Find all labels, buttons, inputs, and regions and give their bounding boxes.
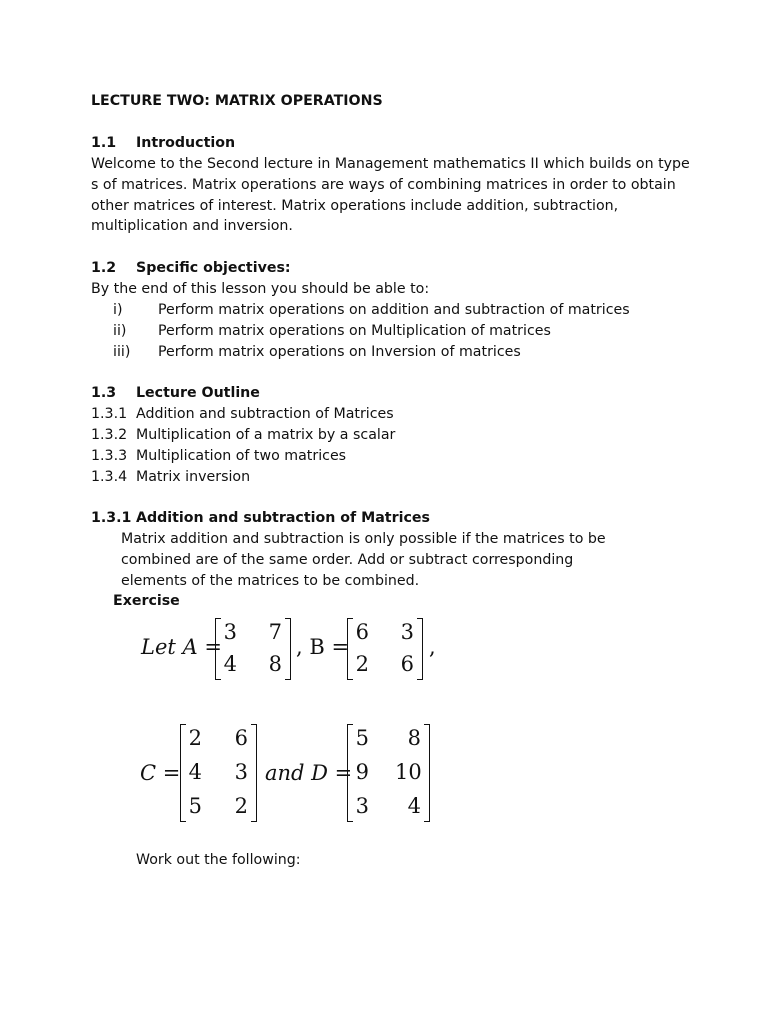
matrix-cell: 4 bbox=[407, 794, 421, 818]
section-1-3-number: 1.3 bbox=[91, 385, 117, 401]
objective-item: Perform matrix operations on Multiplication of matrices bbox=[158, 323, 551, 339]
matrix-cell: 4 bbox=[223, 652, 237, 676]
section-1-2-number: 1.2 bbox=[91, 260, 117, 276]
section-1-2-heading: Specific objectives: bbox=[136, 260, 291, 276]
matrix-cell: 5 bbox=[355, 726, 369, 750]
matrix-cell: 9 bbox=[355, 760, 369, 784]
outline-item: Addition and subtraction of Matrices bbox=[136, 406, 394, 422]
objective-item: Perform matrix operations on addition and subtraction of matrices bbox=[158, 302, 630, 318]
matrix-cell: 8 bbox=[268, 652, 282, 676]
matrix-cell: 2 bbox=[234, 794, 248, 818]
objective-number: ii) bbox=[113, 323, 127, 339]
objectives-intro: By the end of this lesson you should be able to: bbox=[91, 281, 430, 297]
matrix-cell: 6 bbox=[355, 620, 369, 644]
work-out-prompt: Work out the following: bbox=[136, 852, 301, 868]
section-1-1-heading: Introduction bbox=[136, 135, 236, 151]
matrix-cell: 3 bbox=[223, 620, 237, 644]
matrix-cell: 4 bbox=[188, 760, 202, 784]
matrix-d bbox=[347, 724, 430, 822]
addition-text-line: elements of the matrices to be combined. bbox=[121, 573, 420, 589]
lecture-title: LECTURE TWO: MATRIX OPERATIONS bbox=[91, 93, 383, 109]
outline-number: 1.3.2 bbox=[91, 427, 128, 443]
let-a-label: Let A = bbox=[141, 635, 222, 659]
addition-text-line: Matrix addition and subtraction is only possible if the matrices to be bbox=[121, 531, 606, 547]
matrix-cell: 3 bbox=[355, 794, 369, 818]
objective-item: Perform matrix operations on Inversion of matrices bbox=[158, 344, 521, 360]
outline-item: Matrix inversion bbox=[136, 469, 251, 485]
and-d-label: and D = bbox=[265, 761, 353, 785]
matrix-cell: 6 bbox=[400, 652, 414, 676]
outline-number: 1.3.3 bbox=[91, 448, 128, 464]
matrix-cell: 3 bbox=[400, 620, 414, 644]
matrix-c bbox=[180, 724, 257, 822]
outline-number: 1.3.1 bbox=[91, 406, 128, 422]
exercise-label: Exercise bbox=[113, 593, 180, 609]
matrix-cell: 7 bbox=[268, 620, 282, 644]
outline-number: 1.3.4 bbox=[91, 469, 128, 485]
outline-item: Multiplication of a matrix by a scalar bbox=[136, 427, 396, 443]
matrix-cell: 3 bbox=[234, 760, 248, 784]
objective-number: iii) bbox=[113, 344, 131, 360]
matrix-cell: 8 bbox=[407, 726, 421, 750]
matrix-cell: 2 bbox=[188, 726, 202, 750]
c-label: C = bbox=[140, 761, 181, 785]
outline-item: Multiplication of two matrices bbox=[136, 448, 347, 464]
introduction-paragraph: Welcome to the Second lecture in Management mathematics II which builds on type s of matrices. Matrix operations are ways of combining matrices in order to obtain other matrices of interest. Matrix operations include addition, subtraction, multiplication and inversion. bbox=[91, 156, 690, 235]
objective-number: i) bbox=[113, 302, 123, 318]
section-1-3-heading: Lecture Outline bbox=[136, 385, 260, 401]
matrix-cell: 10 bbox=[395, 760, 422, 784]
addition-text-line: combined are of the same order. Add or subtract corresponding bbox=[121, 552, 574, 568]
section-1-1-number: 1.1 bbox=[91, 135, 117, 151]
matrix-cell: 2 bbox=[355, 652, 369, 676]
trailing-comma: , bbox=[429, 635, 436, 659]
matrix-a bbox=[215, 618, 291, 680]
section-1-3-1-number: 1.3.1 bbox=[91, 510, 132, 526]
b-label: , B = bbox=[296, 635, 350, 659]
matrix-cell: 6 bbox=[234, 726, 248, 750]
section-1-3-1-heading: Addition and subtraction of Matrices bbox=[136, 510, 430, 526]
matrix-cell: 5 bbox=[188, 794, 202, 818]
matrix-b bbox=[347, 618, 423, 680]
